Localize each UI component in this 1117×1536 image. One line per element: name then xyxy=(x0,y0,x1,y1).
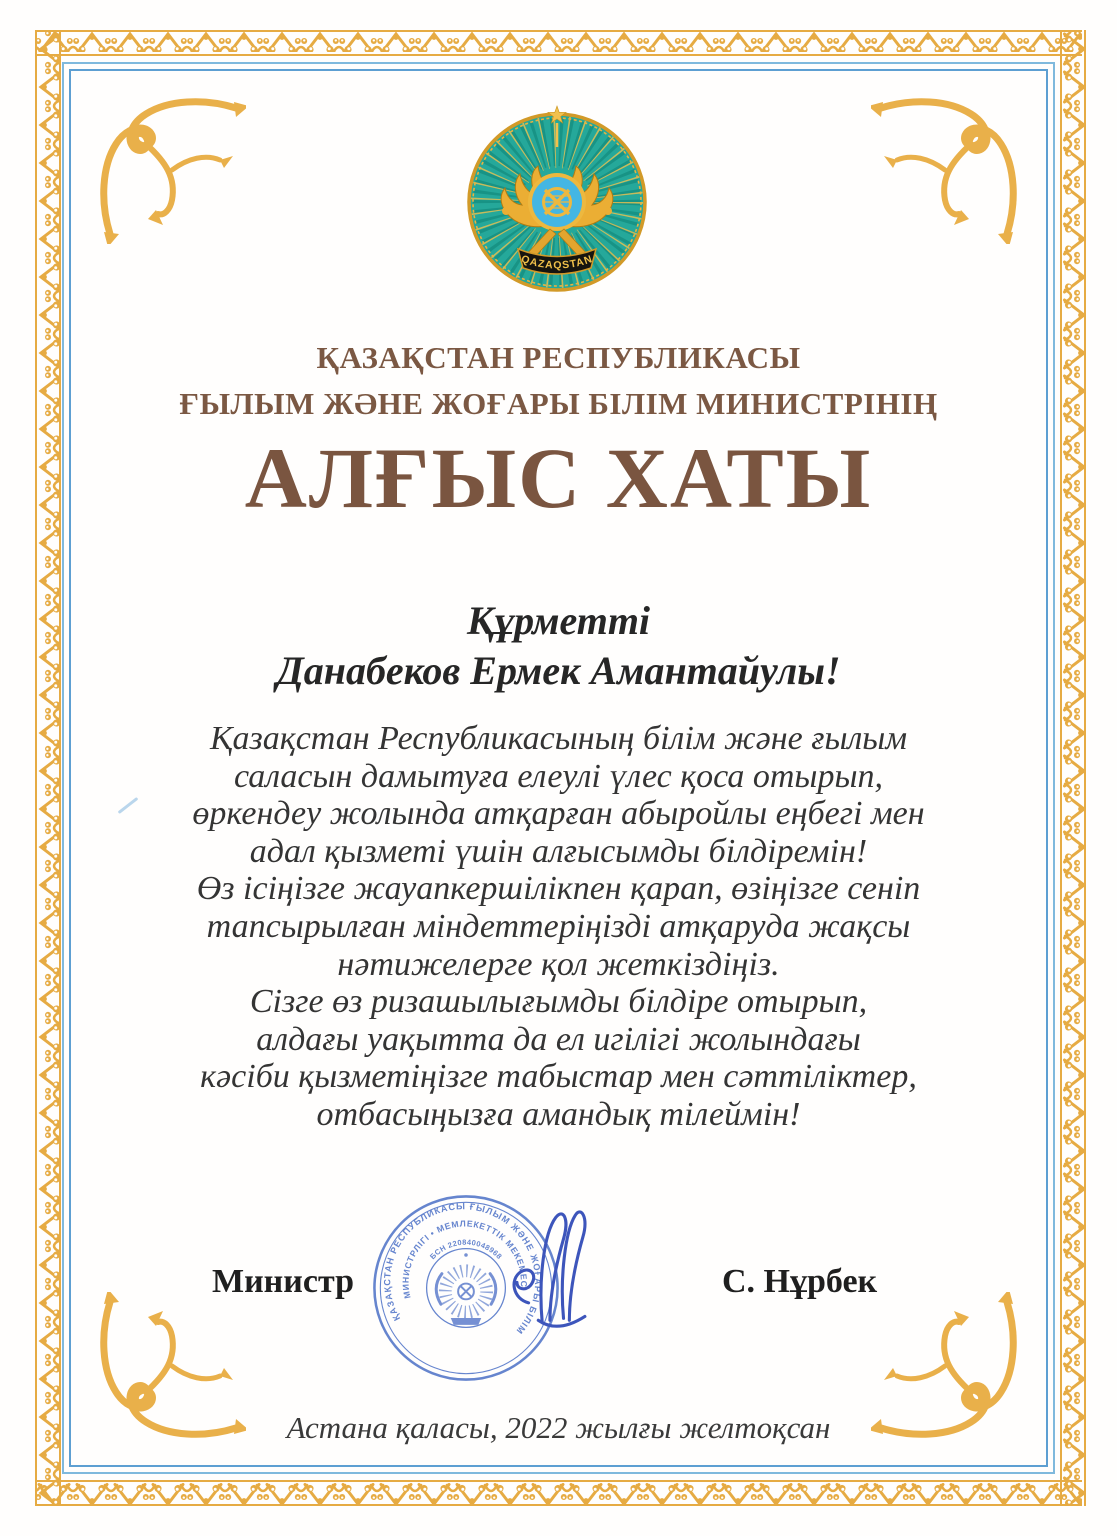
kazakhstan-coat-of-arms xyxy=(462,103,652,293)
body-line: алдағы уақытта да ел игілігі жолындағы xyxy=(256,1020,861,1058)
salutation-honorific: Құрметті xyxy=(466,598,651,643)
body-line: Қазақстан Республикасының білім және ғылым xyxy=(209,720,908,757)
body-line: Өз ісіңізге жауапкершілікпен қарап, өзіңізге сеніп xyxy=(196,870,921,908)
ornament-border-left xyxy=(35,30,61,1506)
stamp-bsn: БСН 220840048968 xyxy=(428,1237,504,1262)
body-line: нәтижелерге қол жеткіздіңіз. xyxy=(337,945,780,983)
minister-signature xyxy=(498,1198,598,1363)
body-line: саласын дамытуға елеулі үлес қоса отырып, xyxy=(233,757,883,795)
body-line: кәсіби қызметіңізге табыстар мен сәттіліктер, xyxy=(200,1058,917,1096)
stamp-ring-text: ҚАЗАҚСТАН РЕСПУБЛИКАСЫ ҒЫЛЫМ ЖӘНЕ ЖОҒАРЫ БІЛІМ xyxy=(382,1201,544,1337)
corner-ornament-top-left xyxy=(86,84,246,244)
signer-name: С. Нұрбек xyxy=(722,1263,878,1300)
signer-role: Министр xyxy=(212,1263,354,1300)
ornament-border-bottom xyxy=(35,1480,1082,1506)
header-country: ҚАЗАҚСТАН РЕСПУБЛИКАСЫ xyxy=(316,340,801,375)
body-line: Сізге өз ризашылығымды білдіре отырып, xyxy=(249,983,868,1021)
body-line: тапсырылған міндеттеріңізді атқаруда жақсы xyxy=(206,907,911,945)
footer-dateline: Астана қаласы, 2022 жылғы желтоқсан xyxy=(286,1410,831,1445)
body-line: өркендеу жолында атқарған абыройлы еңбегі мен xyxy=(192,795,925,833)
body-text xyxy=(80,720,1037,1134)
body-line: адал қызметі үшін алғысымды білдіремін! xyxy=(249,832,868,870)
recipient-name: Данабеков Ермек Амантайулы! xyxy=(276,648,841,693)
document-title: АЛҒЫС ХАТЫ xyxy=(244,430,873,526)
svg-text:БСН 220840048968 xyxy=(428,1238,504,1261)
emblem-banner-text: QAZAQSTAN xyxy=(519,253,595,272)
stamp-inner-ring-text: МИНИСТРЛІГІ • МЕМЛЕКЕТТІК МЕКЕМЕСІ xyxy=(400,1218,529,1300)
corner-ornament-top-right xyxy=(871,84,1031,244)
header-ministry: ҒЫЛЫМ ЖӘНЕ ЖОҒАРЫ БІЛІМ МИНИСТРІНІҢ xyxy=(179,386,938,421)
body-line: отбасыңызға амандық тілеймін! xyxy=(316,1095,801,1133)
ornament-border-top xyxy=(35,30,1082,56)
stamp-mini-emblem xyxy=(436,1253,496,1325)
ornament-border-right xyxy=(1060,30,1086,1506)
